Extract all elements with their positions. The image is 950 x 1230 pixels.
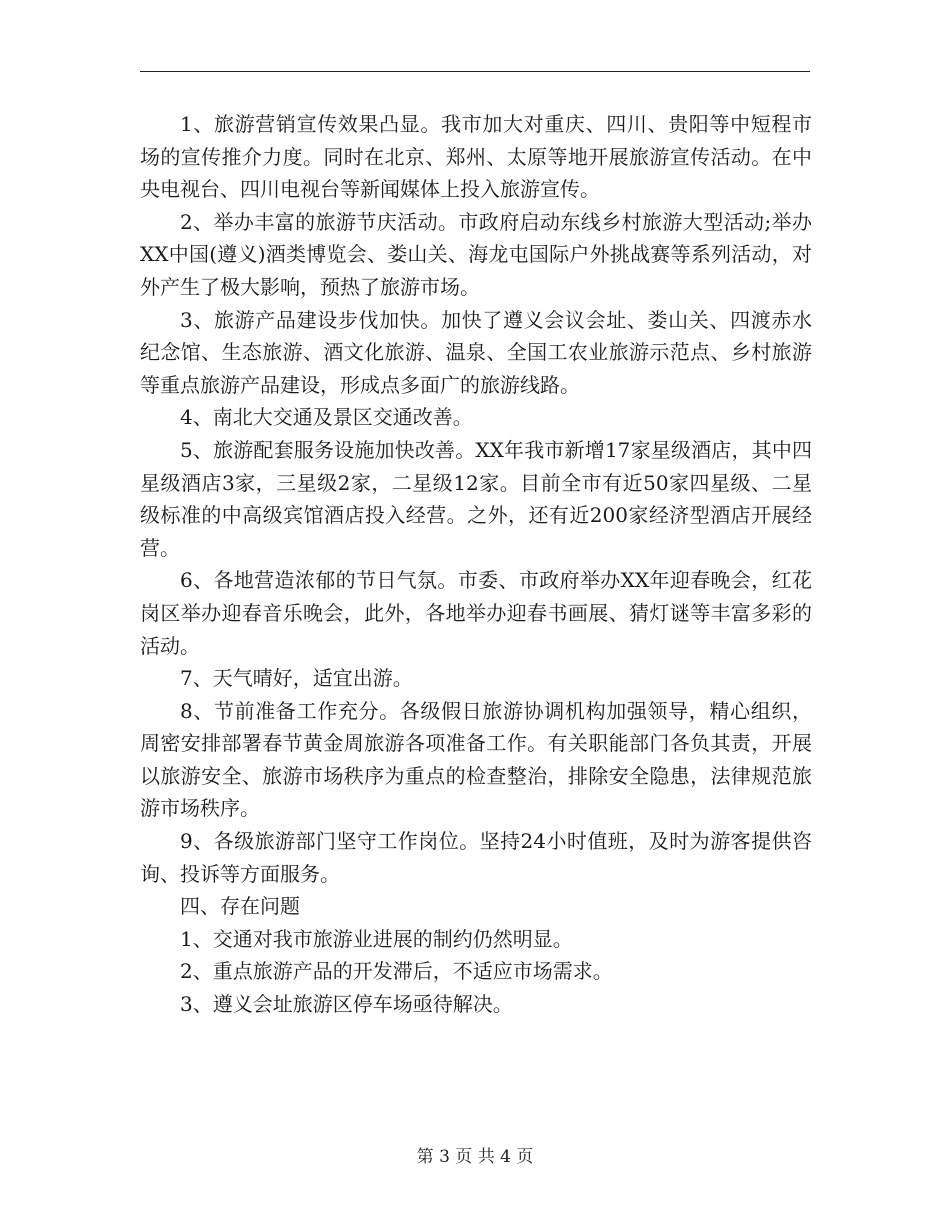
paragraph-3: 3、旅游产品建设步伐加快。加快了遵义会议会址、娄山关、四渡赤水纪念馆、生态旅游、酒文化旅游、温泉、全国工农业旅游示范点、乡村旅游等重点旅游产品建设，形成点多面广的旅游线路。 xyxy=(140,307,812,397)
paragraph-8: 8、节前准备工作充分。各级假日旅游协调机构加强领导，精心组织，周密安排部署春节黄金周旅游各项准备工作。有关职能部门各负其责，开展以旅游安全、旅游市场秩序为重点的检查整治，排除安全隐患，法律规范旅游市场秩序。 xyxy=(140,698,812,821)
paragraph-4: 4、南北大交通及景区交通改善。 xyxy=(180,405,473,430)
paragraph-1: 1、旅游营销宣传效果凸显。我市加大对重庆、四川、贵阳等中短程市场的宣传推介力度。同时在北京、郑州、太原等地开展旅游宣传活动。在中央电视台、四川电视台等新闻媒体上投入旅游宣传。 xyxy=(140,112,812,202)
issue-1: 1、交通对我市旅游业进展的制约仍然明显。 xyxy=(180,926,573,951)
issue-3: 3、遵义会址旅游区停车场亟待解决。 xyxy=(180,992,513,1017)
section-heading-issues: 四、存在问题 xyxy=(180,894,300,919)
paragraph-6: 6、各地营造浓郁的节日气氛。市委、市政府举办XX年迎春晚会，红花岗区举办迎春音乐晚会，此外，各地举办迎春书画展、猜灯谜等丰富多彩的活动。 xyxy=(140,568,812,658)
paragraph-5: 5、旅游配套服务设施加快改善。XX年我市新增17家星级酒店，其中四星级酒店3家，三星级2家，二星级12家。目前全市有近50家四星级、二星级标准的中高级宾馆酒店投入经营。之外，还有近200家经济型酒店开展经营。 xyxy=(140,437,812,560)
document-body xyxy=(140,108,812,1021)
paragraph-9: 9、各级旅游部门坚守工作岗位。坚持24小时值班，及时为游客提供咨询、投诉等方面服务。 xyxy=(140,829,812,886)
paragraph-2: 2、举办丰富的旅游节庆活动。市政府启动东线乡村旅游大型活动;举办XX中国(遵义)酒类博览会、娄山关、海龙屯国际户外挑战赛等系列活动，对外产生了极大影响，预热了旅游市场。 xyxy=(140,209,812,299)
issue-2: 2、重点旅游产品的开发滞后，不适应市场需求。 xyxy=(180,959,613,984)
header-rule xyxy=(140,71,810,72)
paragraph-7: 7、天气晴好，适宜出游。 xyxy=(180,666,413,691)
page-footer: 第 3 页 共 4 页 xyxy=(416,1147,534,1167)
